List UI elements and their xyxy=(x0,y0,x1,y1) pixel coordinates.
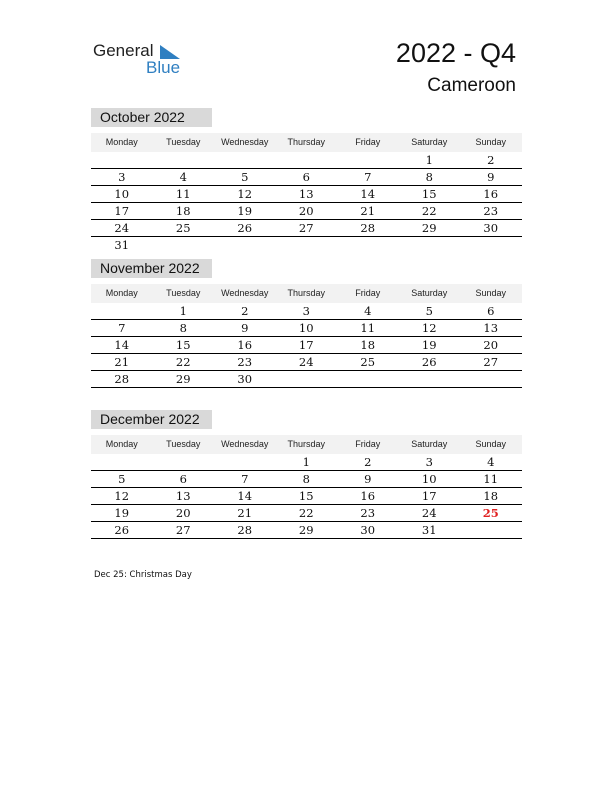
day-cell: 24 xyxy=(114,221,130,235)
day-cell: 4 xyxy=(364,304,372,318)
day-cell: 27 xyxy=(298,221,314,235)
weekday-header: Tuesday xyxy=(166,439,201,449)
day-cell: 26 xyxy=(421,355,437,369)
day-cell: 14 xyxy=(114,338,130,352)
day-cell: 9 xyxy=(487,170,495,184)
day-cell: 15 xyxy=(421,187,437,201)
day-cell xyxy=(153,152,215,168)
day-cell: 22 xyxy=(175,355,191,369)
week-row xyxy=(91,505,522,522)
day-cell: 16 xyxy=(483,187,499,201)
weekday-header: Saturday xyxy=(411,439,448,449)
day-cell: 3 xyxy=(425,455,433,469)
month-december xyxy=(91,410,522,539)
day-cell: 28 xyxy=(114,372,130,386)
day-cell: 21 xyxy=(360,204,376,218)
day-cell: 17 xyxy=(421,489,437,503)
day-cell: 11 xyxy=(483,472,499,486)
day-cell xyxy=(276,237,338,254)
weekday-header: Tuesday xyxy=(166,288,201,298)
logo-flag-icon xyxy=(160,45,180,59)
weekday-header: Sunday xyxy=(475,137,507,147)
day-cell xyxy=(399,237,461,254)
day-cell: 6 xyxy=(487,304,495,318)
day-cell xyxy=(214,454,276,470)
day-cell: 8 xyxy=(425,170,433,184)
day-cell xyxy=(153,237,215,254)
week-row xyxy=(91,471,522,488)
day-cell: 18 xyxy=(360,338,376,352)
day-cell: 20 xyxy=(298,204,314,218)
day-cell xyxy=(91,303,153,319)
country-name: Cameroon xyxy=(427,75,516,96)
day-cell: 1 xyxy=(302,455,310,469)
weekday-header: Friday xyxy=(355,439,381,449)
day-cell: 2 xyxy=(241,304,249,318)
day-cell: 13 xyxy=(483,321,499,335)
day-cell: 26 xyxy=(237,221,253,235)
day-cell: 13 xyxy=(175,489,191,503)
day-cell: 30 xyxy=(237,372,253,386)
week-row xyxy=(91,454,522,471)
day-cell: 11 xyxy=(360,321,376,335)
day-cell: 24 xyxy=(298,355,314,369)
week-row xyxy=(91,220,522,237)
day-cell: 1 xyxy=(425,153,433,167)
day-cell: 14 xyxy=(360,187,376,201)
day-cell: 30 xyxy=(360,523,376,537)
day-cell xyxy=(399,371,461,387)
day-cell: 31 xyxy=(114,238,130,252)
day-cell: 5 xyxy=(118,472,126,486)
weekday-header: Thursday xyxy=(287,137,326,147)
day-cell: 2 xyxy=(487,153,495,167)
weekday-header: Friday xyxy=(355,137,381,147)
month-name: November 2022 xyxy=(91,259,212,278)
day-cell: 10 xyxy=(421,472,437,486)
day-cell: 17 xyxy=(298,338,314,352)
month-name: December 2022 xyxy=(91,410,212,429)
day-cell: 20 xyxy=(483,338,499,352)
weekday-header: Friday xyxy=(355,288,381,298)
day-cell: 11 xyxy=(175,187,191,201)
day-cell xyxy=(153,454,215,470)
weekday-header: Monday xyxy=(105,137,138,147)
day-cell: 21 xyxy=(237,506,253,520)
day-cell: 6 xyxy=(302,170,310,184)
day-cell xyxy=(214,237,276,254)
week-row xyxy=(91,337,522,354)
day-cell: 23 xyxy=(360,506,376,520)
day-cell: 25 xyxy=(175,221,191,235)
week-row xyxy=(91,522,522,539)
day-cell: 29 xyxy=(175,372,191,386)
day-cell: 9 xyxy=(241,321,249,335)
day-cell: 9 xyxy=(364,472,372,486)
day-cell xyxy=(337,371,399,387)
day-cell: 10 xyxy=(298,321,314,335)
day-cell: 7 xyxy=(364,170,372,184)
week-row xyxy=(91,320,522,337)
weekday-header: Sunday xyxy=(475,288,507,298)
day-cell xyxy=(460,522,522,538)
day-cell: 5 xyxy=(425,304,433,318)
week-row xyxy=(91,152,522,169)
weekday-header: Wednesday xyxy=(221,137,269,147)
weekday-header: Monday xyxy=(105,439,138,449)
day-cell: 12 xyxy=(237,187,253,201)
day-cell: 19 xyxy=(114,506,130,520)
day-cell: 18 xyxy=(175,204,191,218)
day-cell: 12 xyxy=(421,321,437,335)
weekday-header-row xyxy=(91,284,522,303)
day-cell: 1 xyxy=(179,304,187,318)
week-row xyxy=(91,354,522,371)
weekday-header-row xyxy=(91,133,522,152)
day-cell: 5 xyxy=(241,170,249,184)
day-cell: 19 xyxy=(421,338,437,352)
day-cell: 26 xyxy=(114,523,130,537)
day-cell: 15 xyxy=(175,338,191,352)
weekday-header: Monday xyxy=(105,288,138,298)
day-cell: 30 xyxy=(483,221,499,235)
week-row xyxy=(91,169,522,186)
day-cell: 3 xyxy=(302,304,310,318)
week-row xyxy=(91,488,522,505)
day-cell: 17 xyxy=(114,204,130,218)
day-cell: 2 xyxy=(364,455,372,469)
day-cell: 28 xyxy=(360,221,376,235)
day-cell: 21 xyxy=(114,355,130,369)
day-cell xyxy=(276,371,338,387)
day-cell xyxy=(91,152,153,168)
day-cell: 16 xyxy=(237,338,253,352)
day-cell: 27 xyxy=(175,523,191,537)
day-cell: 20 xyxy=(175,506,191,520)
day-cell xyxy=(214,152,276,168)
day-cell: 22 xyxy=(298,506,314,520)
weekday-header: Wednesday xyxy=(221,439,269,449)
weekday-header: Saturday xyxy=(411,137,448,147)
weekday-header: Thursday xyxy=(287,439,326,449)
day-cell: 8 xyxy=(302,472,310,486)
day-cell: 10 xyxy=(114,187,130,201)
day-cell xyxy=(337,152,399,168)
logo xyxy=(93,41,203,81)
page-title: 2022 - Q4 xyxy=(395,38,516,68)
holiday-day-cell: 25 xyxy=(482,506,499,520)
day-cell: 31 xyxy=(421,523,437,537)
day-cell: 14 xyxy=(237,489,253,503)
day-cell: 16 xyxy=(360,489,376,503)
month-name: October 2022 xyxy=(91,108,212,127)
day-cell: 28 xyxy=(237,523,253,537)
logo-blue-text: Blue xyxy=(146,58,181,77)
day-cell: 19 xyxy=(237,204,253,218)
day-cell: 23 xyxy=(483,204,499,218)
logo-general-text: General xyxy=(93,41,154,60)
month-october xyxy=(91,108,522,254)
day-cell xyxy=(91,454,153,470)
day-cell: 7 xyxy=(118,321,126,335)
day-cell: 6 xyxy=(179,472,187,486)
day-cell: 29 xyxy=(298,523,314,537)
day-cell xyxy=(460,237,522,254)
day-cell: 12 xyxy=(114,489,130,503)
weekday-header: Wednesday xyxy=(221,288,269,298)
week-row xyxy=(91,303,522,320)
day-cell: 23 xyxy=(237,355,253,369)
day-cell: 22 xyxy=(421,204,437,218)
week-row xyxy=(91,203,522,220)
day-cell: 4 xyxy=(487,455,495,469)
weekday-header-row xyxy=(91,435,522,454)
week-row xyxy=(91,186,522,203)
week-row xyxy=(91,371,522,388)
weekday-header: Thursday xyxy=(287,288,326,298)
day-cell xyxy=(337,237,399,254)
day-cell: 25 xyxy=(360,355,376,369)
month-november xyxy=(91,259,522,388)
holiday-note: Dec 25: Christmas Day xyxy=(94,570,192,580)
weekday-header: Tuesday xyxy=(166,137,201,147)
day-cell: 7 xyxy=(241,472,249,486)
day-cell: 3 xyxy=(118,170,126,184)
day-cell: 8 xyxy=(179,321,187,335)
day-cell xyxy=(276,152,338,168)
week-row xyxy=(91,237,522,254)
day-cell: 4 xyxy=(179,170,187,184)
day-cell xyxy=(460,371,522,387)
weekday-header: Saturday xyxy=(411,288,448,298)
day-cell: 24 xyxy=(421,506,437,520)
day-cell: 27 xyxy=(483,355,499,369)
day-cell: 29 xyxy=(421,221,437,235)
weekday-header: Sunday xyxy=(475,439,507,449)
day-cell: 13 xyxy=(298,187,314,201)
day-cell: 15 xyxy=(298,489,314,503)
day-cell: 18 xyxy=(483,489,499,503)
